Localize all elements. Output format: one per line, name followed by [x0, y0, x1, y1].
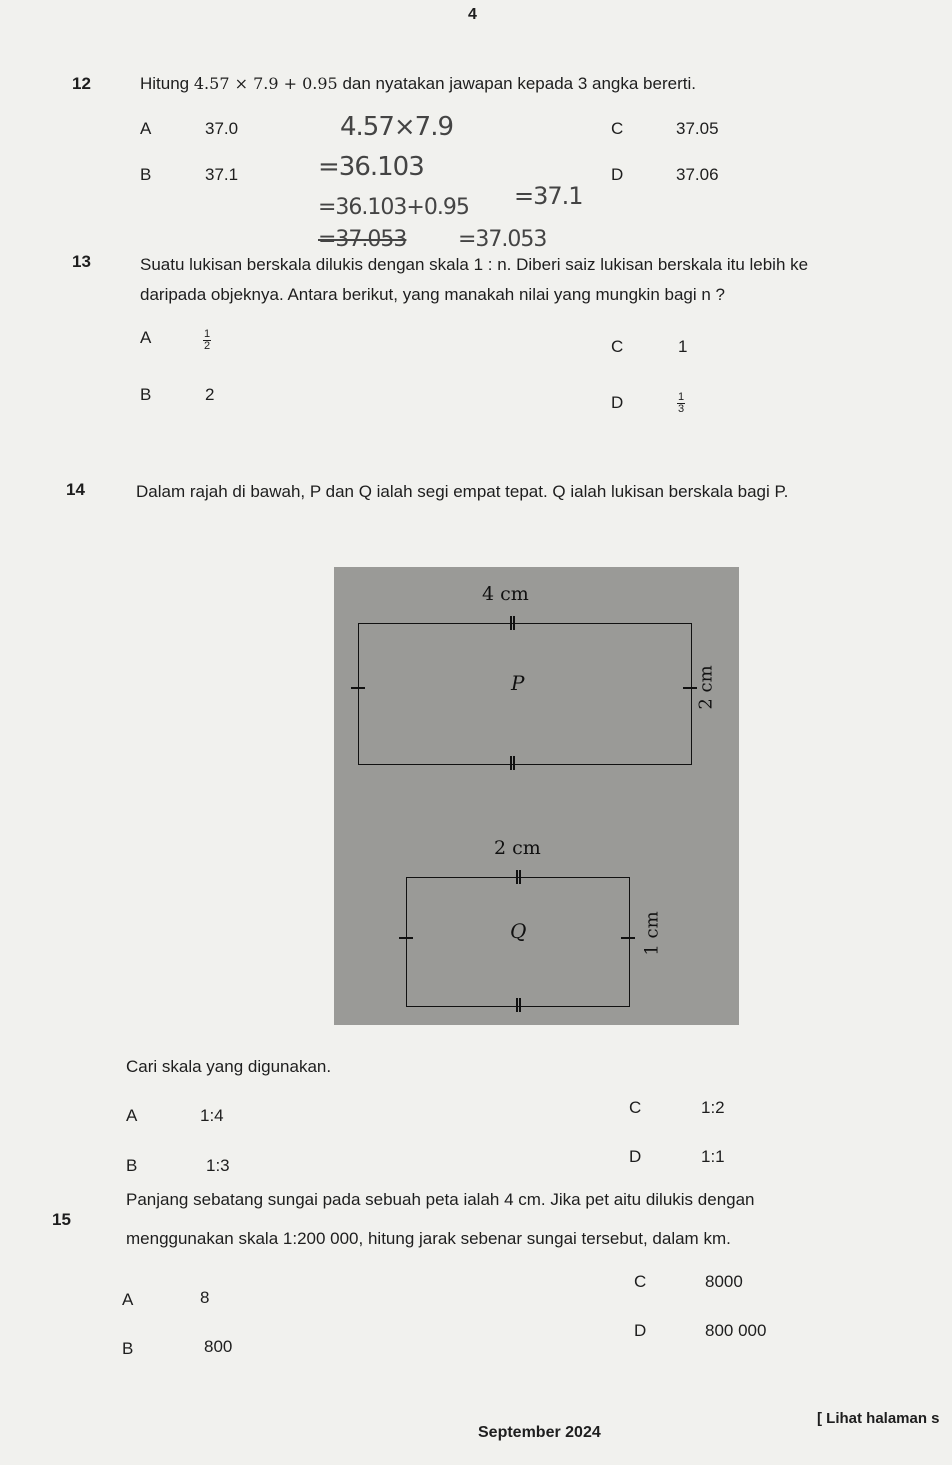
q13-option-d-fraction[interactable] — [677, 387, 685, 415]
q14-option-b-letter[interactable]: B — [126, 1156, 138, 1175]
footer-date: September 2024 — [478, 1424, 601, 1441]
p-left-tick — [351, 687, 365, 689]
q13-a-numerator: 1 — [204, 328, 211, 340]
q14-option-a-letter[interactable]: A — [126, 1106, 138, 1125]
q12-option-d-value[interactable]: 37.06 — [676, 165, 719, 184]
q13-a-denominator: 2 — [204, 340, 211, 352]
q13-option-a-fraction[interactable] — [203, 324, 211, 352]
handwriting-line-6: =37.1 — [514, 182, 583, 210]
q14-option-d-value[interactable]: 1:1 — [701, 1147, 725, 1166]
q-top-tick — [516, 870, 518, 884]
q14-option-c-letter[interactable]: C — [629, 1098, 642, 1117]
p-height-label: 2 cm — [695, 665, 717, 710]
question-14-prompt: Dalam rajah di bawah, P dan Q ialah segi empat tepat. Q ialah lukisan berskala bagi P. — [136, 482, 789, 501]
q12-option-a-letter[interactable]: A — [140, 119, 152, 138]
q15-option-c-value[interactable]: 8000 — [705, 1272, 743, 1291]
q-right-tick — [621, 937, 635, 939]
q12-prompt-after: dan nyatakan jawapan kepada 3 angka bererti. — [342, 74, 696, 93]
q12-option-b-value[interactable]: 37.1 — [205, 165, 239, 184]
q-width-label: 2 cm — [494, 837, 541, 859]
handwriting-line-4: =37.053 — [318, 227, 407, 252]
q13-option-a-letter[interactable]: A — [140, 328, 152, 347]
question-13-line-2: daripada objeknya. Antara berikut, yang manakah nilai yang mungkin bagi n ? — [140, 285, 725, 304]
q14-option-c-value[interactable]: 1:2 — [701, 1098, 725, 1117]
q12-option-d-letter[interactable]: D — [611, 165, 624, 184]
p-top-tick — [510, 616, 512, 630]
p-width-label: 4 cm — [482, 583, 529, 605]
q13-option-c-letter[interactable]: C — [611, 337, 624, 356]
q12-option-a-value[interactable]: 37.0 — [205, 119, 239, 138]
q-height-label: 1 cm — [641, 911, 663, 956]
q12-expression: 4.57 × 7.9 + 0.95 — [193, 74, 338, 93]
q13-d-denominator: 3 — [678, 403, 685, 415]
q15-option-a-value[interactable]: 8 — [200, 1288, 210, 1307]
p-bottom-tick — [510, 756, 512, 770]
question-12-prompt — [140, 74, 696, 94]
q15-option-a-letter[interactable]: A — [122, 1290, 134, 1309]
question-14-number: 14 — [66, 480, 85, 499]
handwriting-line-3: =36.103+0.95 — [318, 195, 469, 220]
footer-next-page: [ Lihat halaman s — [817, 1410, 940, 1427]
q-bottom-tick-2 — [519, 998, 521, 1012]
q13-option-b-letter[interactable]: B — [140, 385, 152, 404]
q13-d-numerator: 1 — [678, 391, 685, 403]
p-bottom-tick-2 — [513, 756, 515, 770]
q-top-tick-2 — [519, 870, 521, 884]
q14-option-a-value[interactable]: 1:4 — [200, 1106, 224, 1125]
question-12-number: 12 — [72, 74, 91, 93]
q13-option-d-letter[interactable]: D — [611, 393, 624, 412]
q12-option-b-letter[interactable]: B — [140, 165, 152, 184]
q15-option-b-letter[interactable]: B — [122, 1339, 134, 1358]
q13-option-c-value[interactable]: 1 — [678, 337, 688, 356]
question-15-number: 15 — [52, 1210, 71, 1229]
q12-option-c-value[interactable]: 37.05 — [676, 119, 719, 138]
question-14-question: Cari skala yang digunakan. — [126, 1057, 332, 1076]
handwriting-line-1: 4.57×7.9 — [340, 112, 454, 142]
scale-drawing-figure — [334, 567, 739, 1025]
q14-option-b-value[interactable]: 1:3 — [206, 1156, 230, 1175]
rectangle-p-label: P — [511, 671, 525, 695]
q14-option-d-letter[interactable]: D — [629, 1147, 642, 1166]
q12-prompt-before: Hitung — [140, 74, 190, 93]
q15-option-b-value[interactable]: 800 — [204, 1337, 233, 1356]
q12-option-c-letter[interactable]: C — [611, 119, 624, 138]
q-bottom-tick — [516, 998, 518, 1012]
handwriting-line-2: =36.103 — [318, 152, 424, 182]
handwriting-line-5: =37.053 — [458, 227, 547, 252]
question-13-line-1: Suatu lukisan berskala dilukis dengan skala 1 : n. Diberi saiz lukisan berskala itu lebih ke — [140, 255, 809, 274]
q13-option-b-value[interactable]: 2 — [205, 385, 215, 404]
q15-option-c-letter[interactable]: C — [634, 1272, 647, 1291]
p-top-tick-2 — [513, 616, 515, 630]
q15-option-d-letter[interactable]: D — [634, 1321, 647, 1340]
rectangle-p — [358, 623, 692, 765]
q-left-tick — [399, 937, 413, 939]
rectangle-q-label: Q — [510, 919, 527, 943]
page-number: 4 — [468, 6, 477, 23]
q15-option-d-value[interactable]: 800 000 — [705, 1321, 767, 1340]
question-15-line-2: menggunakan skala 1:200 000, hitung jarak sebenar sungai tersebut, dalam km. — [126, 1229, 731, 1248]
question-15-line-1: Panjang sebatang sungai pada sebuah peta ialah 4 cm. Jika pet aitu dilukis dengan — [126, 1190, 755, 1209]
question-13-number: 13 — [72, 252, 91, 271]
